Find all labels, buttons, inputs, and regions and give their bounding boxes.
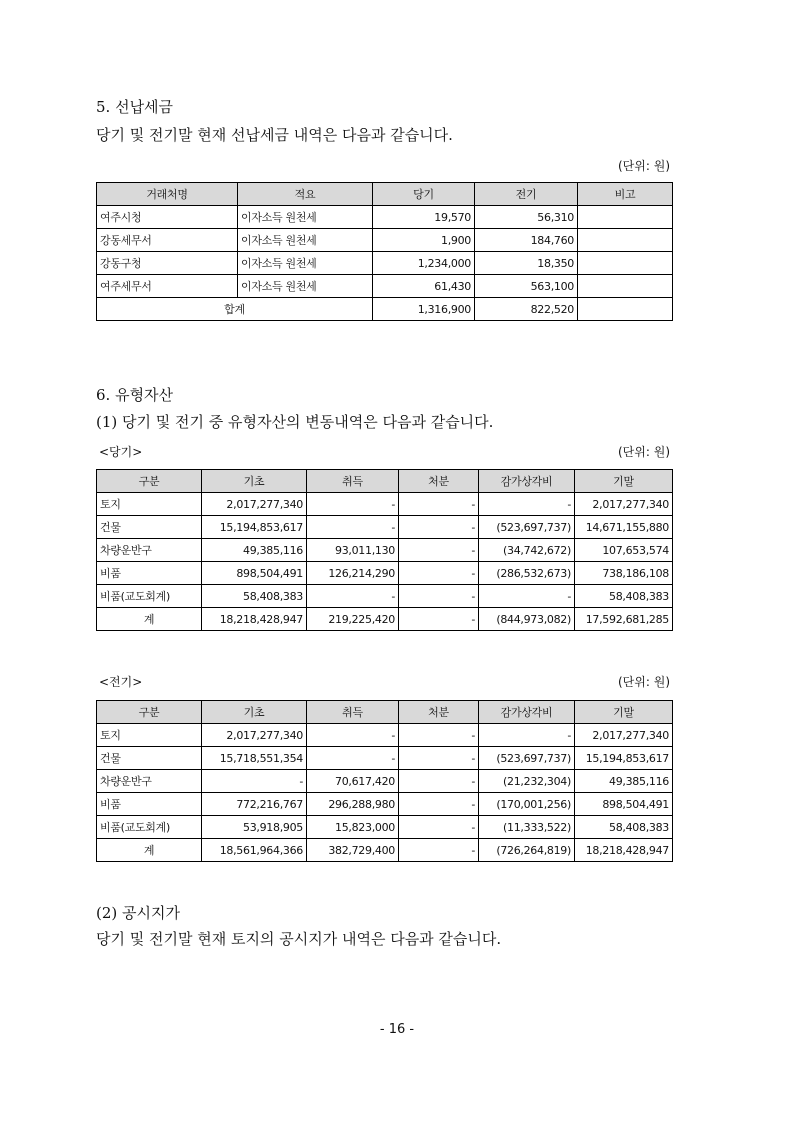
section-5-title: 5. 선납세금 — [96, 98, 174, 116]
acquisition: - — [307, 585, 399, 608]
header-client: 거래처명 — [97, 183, 238, 206]
header-description: 적요 — [238, 183, 373, 206]
category: 비품 — [97, 793, 202, 816]
acquisition: 70,617,420 — [307, 770, 399, 793]
beginning: 15,718,551,354 — [202, 747, 307, 770]
header-acquisition: 취득 — [307, 470, 399, 493]
subsection-2-intro: 당기 및 전기말 현재 토지의 공시지가 내역은 다음과 같습니다. — [96, 930, 502, 948]
total-label: 계 — [97, 608, 202, 631]
total-current: 1,316,900 — [373, 298, 475, 321]
header-ending: 기말 — [575, 701, 673, 724]
client-name: 여주시청 — [97, 206, 238, 229]
total-row — [97, 608, 673, 631]
beginning: 772,216,767 — [202, 793, 307, 816]
table-row — [97, 585, 673, 608]
table-row — [97, 206, 673, 229]
total-acquisition: 219,225,420 — [307, 608, 399, 631]
category: 건물 — [97, 747, 202, 770]
table-row — [97, 539, 673, 562]
acquisition: 296,288,980 — [307, 793, 399, 816]
beginning: 49,385,116 — [202, 539, 307, 562]
total-note — [578, 298, 673, 321]
note — [578, 275, 673, 298]
category: 비품(교도회계) — [97, 816, 202, 839]
header-ending: 기말 — [575, 470, 673, 493]
disposal: - — [399, 516, 479, 539]
disposal: - — [399, 493, 479, 516]
header-disposal: 처분 — [399, 470, 479, 493]
acquisition: 15,823,000 — [307, 816, 399, 839]
depreciation: (523,697,737) — [479, 747, 575, 770]
header-current: 당기 — [373, 183, 475, 206]
table-row — [97, 816, 673, 839]
total-prior: 822,520 — [475, 298, 578, 321]
header-disposal: 처분 — [399, 701, 479, 724]
total-beginning: 18,218,428,947 — [202, 608, 307, 631]
acquisition: - — [307, 747, 399, 770]
category: 비품 — [97, 562, 202, 585]
table-row — [97, 252, 673, 275]
header-depreciation: 감가상각비 — [479, 470, 575, 493]
category: 토지 — [97, 724, 202, 747]
prior-amount: 56,310 — [475, 206, 578, 229]
table-row — [97, 275, 673, 298]
depreciation: - — [479, 724, 575, 747]
page-number: - 16 - — [379, 1022, 415, 1037]
table-header-row — [97, 183, 673, 206]
category: 비품(교도회계) — [97, 585, 202, 608]
category: 토지 — [97, 493, 202, 516]
header-note: 비고 — [578, 183, 673, 206]
depreciation: (34,742,672) — [479, 539, 575, 562]
section-5-intro: 당기 및 전기말 현재 선납세금 내역은 다음과 같습니다. — [96, 126, 453, 144]
note — [578, 229, 673, 252]
depreciation: (523,697,737) — [479, 516, 575, 539]
description: 이자소득 원천세 — [238, 252, 373, 275]
table-row — [97, 562, 673, 585]
total-disposal: - — [399, 608, 479, 631]
note — [578, 252, 673, 275]
ending: 898,504,491 — [575, 793, 673, 816]
prior-amount: 18,350 — [475, 252, 578, 275]
depreciation: (286,532,673) — [479, 562, 575, 585]
total-beginning: 18,561,964,366 — [202, 839, 307, 862]
disposal: - — [399, 724, 479, 747]
depreciation: (11,333,522) — [479, 816, 575, 839]
acquisition: - — [307, 493, 399, 516]
section-6-title: 6. 유형자산 — [96, 386, 174, 404]
prior-period-label: <전기> — [99, 675, 143, 689]
header-acquisition: 취득 — [307, 701, 399, 724]
disposal: - — [399, 770, 479, 793]
disposal: - — [399, 816, 479, 839]
category: 차량운반구 — [97, 770, 202, 793]
header-beginning: 기초 — [202, 470, 307, 493]
ending: 58,408,383 — [575, 585, 673, 608]
total-label: 계 — [97, 839, 202, 862]
table-row — [97, 747, 673, 770]
current-amount: 61,430 — [373, 275, 475, 298]
note — [578, 206, 673, 229]
table-row — [97, 516, 673, 539]
beginning: 898,504,491 — [202, 562, 307, 585]
acquisition: 126,214,290 — [307, 562, 399, 585]
header-category: 구분 — [97, 470, 202, 493]
section-5-unit: (단위: 원) — [618, 159, 670, 173]
beginning: 2,017,277,340 — [202, 493, 307, 516]
description: 이자소득 원천세 — [238, 206, 373, 229]
prepaid-tax-table — [96, 182, 673, 321]
header-depreciation: 감가상각비 — [479, 701, 575, 724]
section-6-intro: (1) 당기 및 전기 중 유형자산의 변동내역은 다음과 같습니다. — [96, 413, 494, 431]
current-period-unit: (단위: 원) — [618, 445, 670, 459]
ending: 2,017,277,340 — [575, 493, 673, 516]
header-prior: 전기 — [475, 183, 578, 206]
ending: 15,194,853,617 — [575, 747, 673, 770]
table-row — [97, 793, 673, 816]
client-name: 여주세무서 — [97, 275, 238, 298]
header-category: 구분 — [97, 701, 202, 724]
prior-period-unit: (단위: 원) — [618, 675, 670, 689]
ending: 107,653,574 — [575, 539, 673, 562]
header-beginning: 기초 — [202, 701, 307, 724]
ending: 2,017,277,340 — [575, 724, 673, 747]
total-ending: 17,592,681,285 — [575, 608, 673, 631]
disposal: - — [399, 539, 479, 562]
total-label: 합계 — [97, 298, 373, 321]
total-disposal: - — [399, 839, 479, 862]
prior-amount: 184,760 — [475, 229, 578, 252]
depreciation: - — [479, 585, 575, 608]
total-row — [97, 298, 673, 321]
acquisition: - — [307, 516, 399, 539]
tangible-assets-prior-table — [96, 700, 673, 862]
total-acquisition: 382,729,400 — [307, 839, 399, 862]
table-row — [97, 770, 673, 793]
table-row — [97, 493, 673, 516]
description: 이자소득 원천세 — [238, 229, 373, 252]
category: 차량운반구 — [97, 539, 202, 562]
depreciation: (170,001,256) — [479, 793, 575, 816]
total-depreciation: (844,973,082) — [479, 608, 575, 631]
current-amount: 1,900 — [373, 229, 475, 252]
table-row — [97, 724, 673, 747]
beginning: 15,194,853,617 — [202, 516, 307, 539]
acquisition: - — [307, 724, 399, 747]
total-depreciation: (726,264,819) — [479, 839, 575, 862]
disposal: - — [399, 585, 479, 608]
client-name: 강동세무서 — [97, 229, 238, 252]
current-amount: 19,570 — [373, 206, 475, 229]
beginning: 2,017,277,340 — [202, 724, 307, 747]
beginning: - — [202, 770, 307, 793]
current-amount: 1,234,000 — [373, 252, 475, 275]
disposal: - — [399, 562, 479, 585]
total-row — [97, 839, 673, 862]
beginning: 53,918,905 — [202, 816, 307, 839]
depreciation: - — [479, 493, 575, 516]
ending: 738,186,108 — [575, 562, 673, 585]
depreciation: (21,232,304) — [479, 770, 575, 793]
tangible-assets-current-table — [96, 469, 673, 631]
category: 건물 — [97, 516, 202, 539]
client-name: 강동구청 — [97, 252, 238, 275]
total-ending: 18,218,428,947 — [575, 839, 673, 862]
ending: 14,671,155,880 — [575, 516, 673, 539]
beginning: 58,408,383 — [202, 585, 307, 608]
ending: 58,408,383 — [575, 816, 673, 839]
table-row — [97, 229, 673, 252]
description: 이자소득 원천세 — [238, 275, 373, 298]
disposal: - — [399, 793, 479, 816]
current-period-label: <당기> — [99, 445, 143, 459]
disposal: - — [399, 747, 479, 770]
prior-amount: 563,100 — [475, 275, 578, 298]
acquisition: 93,011,130 — [307, 539, 399, 562]
table-header-row — [97, 701, 673, 724]
subsection-2-title: (2) 공시지가 — [96, 904, 180, 922]
table-header-row — [97, 470, 673, 493]
ending: 49,385,116 — [575, 770, 673, 793]
